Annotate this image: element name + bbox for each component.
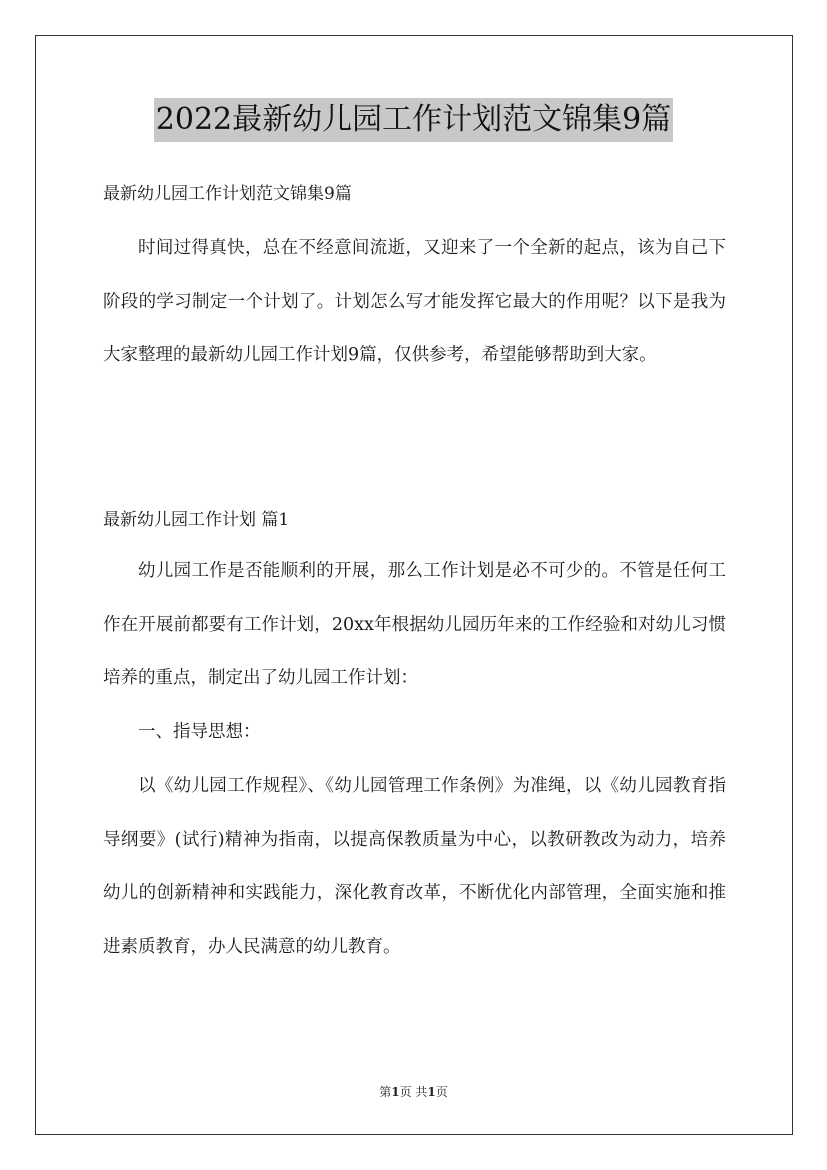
footer-prefix: 第 [379, 1085, 392, 1099]
guiding-heading: 一、指导思想： [138, 722, 261, 742]
intro-paragraph: 时间过得真快，总在不经意间流逝，又迎来了一个全新的起点，该为自己下阶段的学习制定一个计划了。计划怎么写才能发挥它最大的作用呢？以下是我为大家整理的最新幼儿园工作计划9篇，仅供参考，希望能够帮助到大家。 [103, 238, 726, 365]
document-subtitle: 最新幼儿园工作计划范文锦集9篇 [103, 184, 352, 204]
title-container [0, 98, 827, 142]
section-paragraph: 幼儿园工作是否能顺利的开展，那么工作计划是必不可少的。不管是任何工作在开展前都要有工作计划，20xx年根据幼儿园历年来的工作经验和对幼儿习惯培养的重点，制定出了幼儿园工作计划： [103, 561, 726, 688]
footer-page-number: 1 [391, 1085, 400, 1099]
page-footer [0, 1084, 827, 1100]
guiding-paragraph: 以《幼儿园工作规程》、《幼儿园管理工作条例》为准绳，以《幼儿园教育指导纲要》(试行)精神为指南，以提高保教质量为中心，以教研教改为动力，培养幼儿的创新精神和实践能力，深化教育改革，不断优化内部管理，全面实施和推进素质教育，办人民满意的幼儿教育。 [103, 776, 726, 957]
footer-suffix: 页 [435, 1085, 448, 1099]
section-heading: 最新幼儿园工作计划 篇1 [103, 510, 290, 530]
footer-mid: 页 共 [399, 1085, 428, 1099]
footer-page-total: 1 [427, 1085, 436, 1099]
document-title: 2022最新幼儿园工作计划范文锦集9篇 [154, 98, 673, 142]
